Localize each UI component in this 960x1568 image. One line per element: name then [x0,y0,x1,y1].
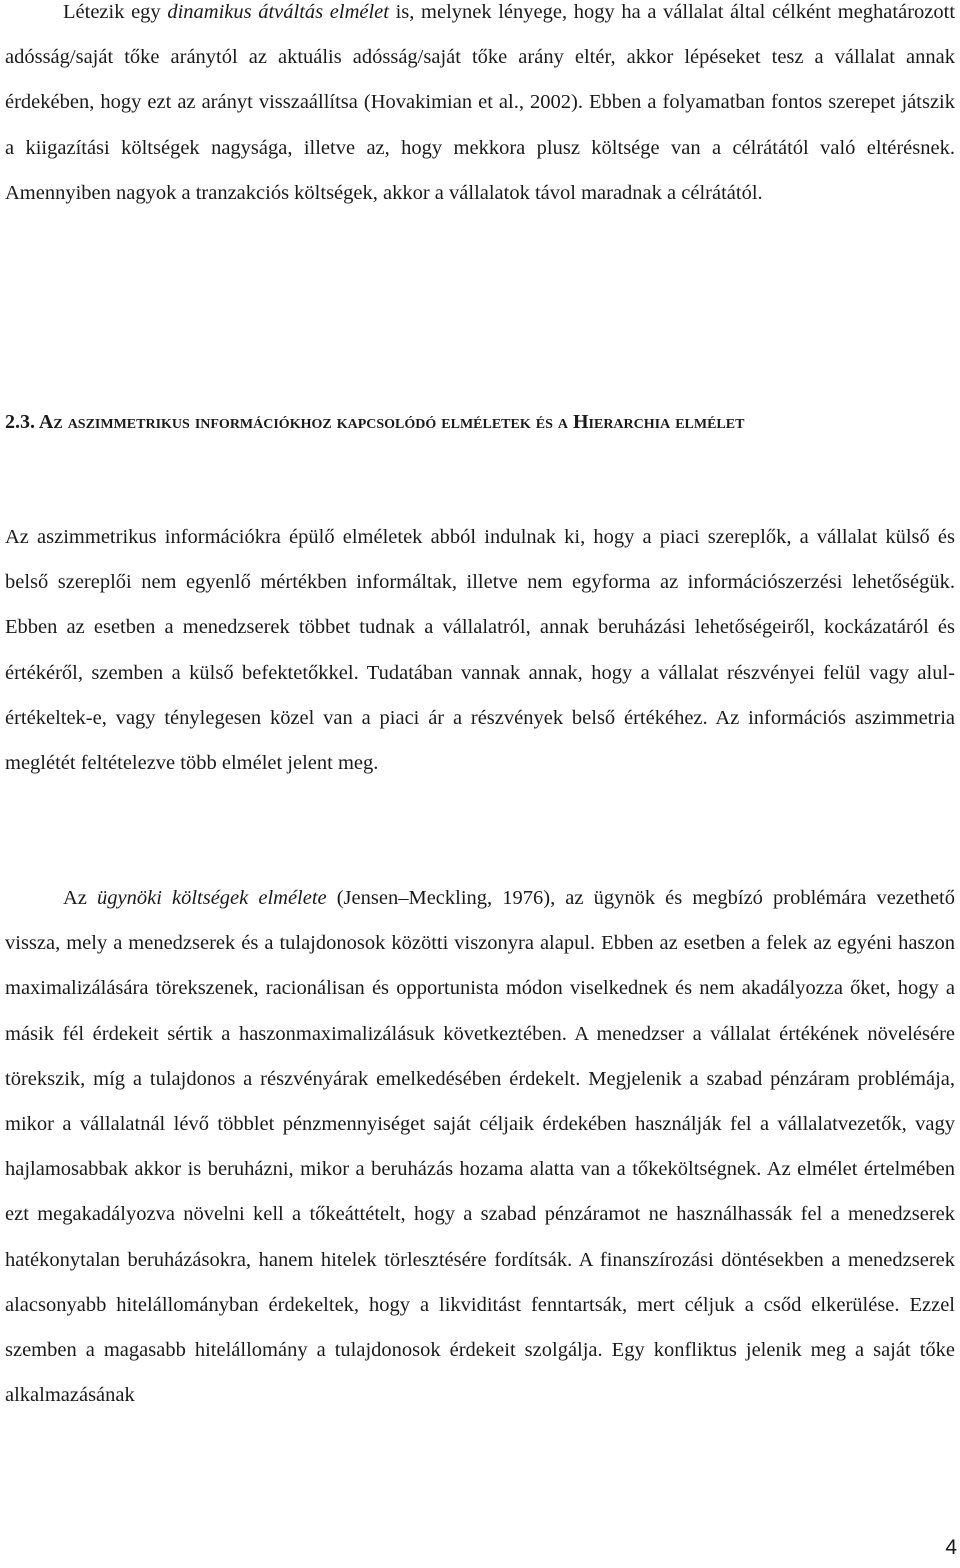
paragraph-text: is, melynek lényege, hogy ha a vállalat által célként meghatározott adósság/saját tőke aránytól az aktuális adósság/saját tőke arány eltér, akkor lépéseket tesz a vállalat annak érdekében, hogy ezt az arányt visszaállítsa (Hovakimian et al., 2002). Ebben a folyamatban fontos szerepet játszik a kiigazítási költségek nagysága, illetve az, hogy mekkora plusz költsége van a célrátától való eltérésnek. Amennyiben nagyok a tranzakciós költségek, akkor a vállalatok távol maradnak a célrátától. [5,1,956,204]
emphasized-term: ügynöki költségek elmélete [97,887,327,909]
document-page [5,0,955,1568]
section-number: 2.3. [5,411,39,433]
paragraph-agency-cost [5,876,955,1418]
paragraph-text: (Jensen–Meckling, 1976), az ügynök és megbízó problémára vezethető vissza, mely a menedzserek és a tulajdonosok közötti viszonyra alapul. Ebben az esetben a felek az egyéni haszon maximalizálására törekszenek, racionálisan és opportunista módon viselkednek és nem akadályozza őket, hogy a másik fél érdekeit sértik a haszonmaximalizálásuk következtében. A menedzser a vállalat értékének növelésére törekszik, míg a tulajdonos a részvényárak emelkedésében érdekelt. Megjelenik a szabad pénzáram problémája, mikor a vállalatnál lévő többlet pénzmennyiséget saját céljaik érdekében használják fel a vállalatvezetők, vagy hajlamosabbak akkor is beruházni, mikor a beruházás hozama alatta van a tőkeköltségnek. Az elmélet értelmében ezt megakadályozva növelni kell a tőkeáttételt, hogy a szabad pénzáramot ne használhassák fel a menedzserek hatékonytalan beruházásokra, hanem hitelek törlesztésére fordítsák. A finanszírozási döntésekben a menedzserek alacsonyabb hitelállományban érdekeltek, hogy a likviditást fenntartsák, mert céljuk a csőd elkerülése. Ezzel szemben a magasabb hitelállomány a tulajdonosok érdekeit szolgálja. Egy konfliktus jelenik meg a saját tőke alkalmazásának [5,887,955,1407]
paragraph-text: Létezik egy [63,1,168,23]
paragraph-dynamic-tradeoff [5,0,955,216]
paragraph-text: Az [63,887,97,909]
page-number: 4 [945,1536,957,1559]
emphasized-term: dinamikus átváltás elmélet [167,1,389,23]
paragraph-asymmetric-information: Az aszimmetrikus információkra épülő elméletek abból indulnak ki, hogy a piaci szereplők, a vállalat külső és belső szereplői nem egyenlő mértékben informáltak, illetve nem egyforma az információszerzési lehetőségük. Ebben az esetben a menedzserek többet tudnak a vállalatról, annak beruházási lehetőségeiről, kockázatáról és értékéről, szemben a külső befektetőkkel. Tudatában vannak annak, hogy a vállalat részvényei felül vagy alulértékeltek-e, vagy ténylegesen közel van a piaci ár a részvények belső értékéhez. Az információs aszimmetria meglétét feltételezve több elmélet jelent meg. [5,526,955,775]
section-title: Az aszimmetrikus információkhoz kapcsolódó elméletek és a Hierarchia elmélet [38,411,745,433]
section-heading [5,397,955,447]
